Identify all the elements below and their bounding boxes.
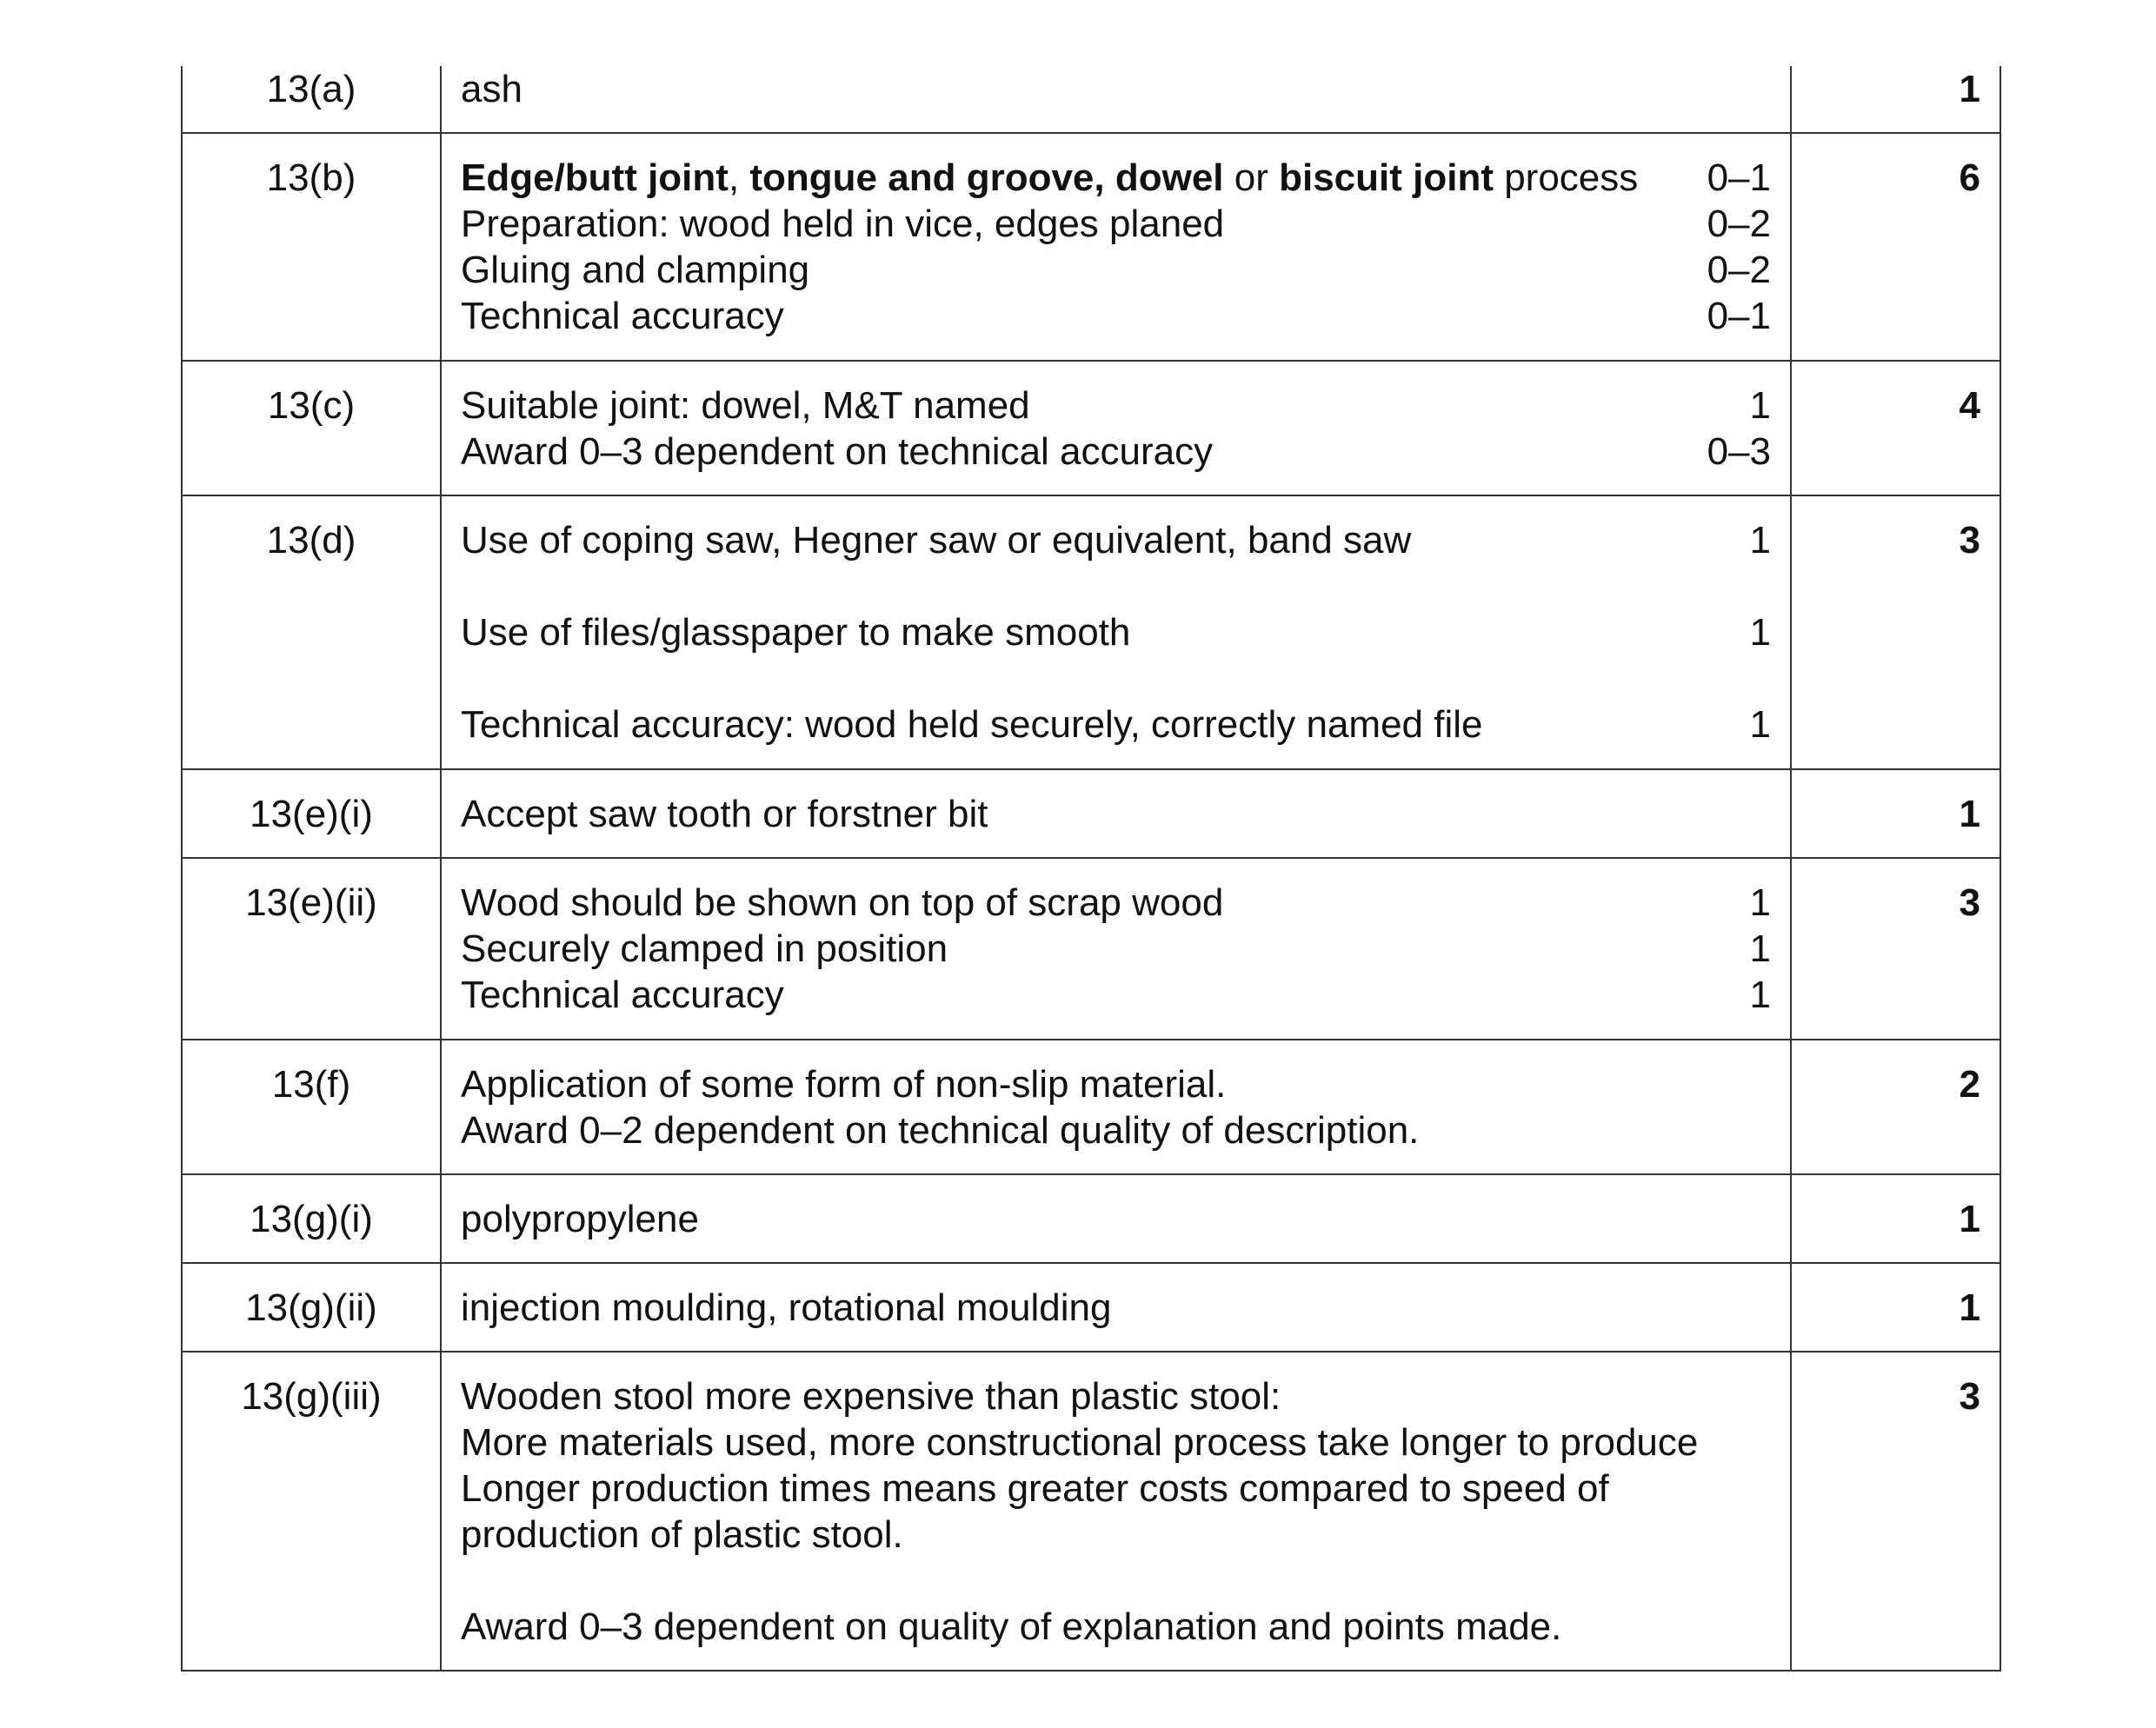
table-row bbox=[182, 495, 2000, 769]
answer-cell bbox=[441, 1174, 1791, 1263]
marks-cell: 6 bbox=[1791, 133, 2000, 361]
question-number: 13(c) bbox=[182, 361, 441, 495]
question-number: 13(g)(i) bbox=[182, 1174, 441, 1263]
answer-bold-text: tongue and groove, dowel bbox=[749, 156, 1224, 199]
question-number: 13(e)(ii) bbox=[182, 858, 441, 1040]
table-row bbox=[182, 1352, 2000, 1671]
answer-cell bbox=[441, 1352, 1791, 1671]
sub-mark: 0–3 bbox=[1707, 430, 1771, 473]
question-number: 13(b) bbox=[182, 133, 441, 361]
answer-line: Longer production times means greater costs compared to speed of bbox=[461, 1467, 1609, 1510]
sub-mark: 0–1 bbox=[1707, 295, 1771, 337]
sub-mark: 0–2 bbox=[1707, 249, 1771, 291]
table-row bbox=[182, 1174, 2000, 1263]
answer-cell bbox=[441, 1263, 1791, 1352]
marks-cell: 1 bbox=[1791, 1263, 2000, 1352]
marks-cell: 3 bbox=[1791, 495, 2000, 769]
answer-line: Application of some form of non-slip material. bbox=[461, 1063, 1227, 1106]
answer-line: Technical accuracy 1 bbox=[461, 974, 1771, 1016]
question-number: 13(e)(i) bbox=[182, 769, 441, 858]
answer-line: Award 0–2 dependent on technical quality of description. bbox=[461, 1109, 1420, 1152]
answer-line: Award 0–3 dependent on quality of explanation and points made. bbox=[461, 1605, 1562, 1648]
table-row bbox=[182, 361, 2000, 495]
answer-line: Use of coping saw, Hegner saw or equivalent, band saw 1 bbox=[461, 519, 1771, 562]
sub-mark: 0–1 bbox=[1707, 156, 1771, 199]
table-row bbox=[182, 1263, 2000, 1352]
answer-cell bbox=[441, 66, 1791, 133]
answer-cell bbox=[441, 361, 1791, 495]
marks-cell: 2 bbox=[1791, 1040, 2000, 1174]
marks-cell: 1 bbox=[1791, 66, 2000, 133]
question-number: 13(a) bbox=[182, 66, 441, 133]
answer-line: Gluing and clamping 0–2 bbox=[461, 249, 1771, 291]
sub-mark: 1 bbox=[1749, 974, 1771, 1016]
answer-line: Suitable joint: dowel, M&T named 1 bbox=[461, 384, 1771, 427]
mark-scheme-table bbox=[181, 66, 2001, 1672]
question-number: 13(g)(iii) bbox=[182, 1352, 441, 1671]
answer-line: Wood should be shown on top of scrap wood 1 bbox=[461, 881, 1771, 924]
answer-line: Securely clamped in position 1 bbox=[461, 927, 1771, 970]
answer-cell bbox=[441, 769, 1791, 858]
marks-cell: 3 bbox=[1791, 1352, 2000, 1671]
table-row bbox=[182, 133, 2000, 361]
sub-mark: 1 bbox=[1749, 703, 1771, 746]
sub-mark: 1 bbox=[1749, 927, 1771, 970]
sub-mark: 1 bbox=[1749, 611, 1771, 654]
sub-mark: 1 bbox=[1749, 384, 1771, 427]
answer-line: Edge/butt joint, tongue and groove, dowel or biscuit joint process 0–1 bbox=[461, 156, 1771, 199]
question-number: 13(f) bbox=[182, 1040, 441, 1174]
answer-line: Award 0–3 dependent on technical accuracy 0–3 bbox=[461, 430, 1771, 473]
answer-cell bbox=[441, 1040, 1791, 1174]
question-number: 13(g)(ii) bbox=[182, 1263, 441, 1352]
sub-mark: 1 bbox=[1749, 881, 1771, 924]
table-row bbox=[182, 769, 2000, 858]
answer-cell bbox=[441, 133, 1791, 361]
sub-mark: 0–2 bbox=[1707, 203, 1771, 245]
marks-cell: 1 bbox=[1791, 769, 2000, 858]
answer-cell bbox=[441, 495, 1791, 769]
answer-line: ash bbox=[461, 68, 522, 110]
answer-cell bbox=[441, 858, 1791, 1040]
marks-cell: 3 bbox=[1791, 858, 2000, 1040]
table-row bbox=[182, 858, 2000, 1040]
table-row bbox=[182, 66, 2000, 133]
answer-line: More materials used, more constructional process take longer to produce bbox=[461, 1421, 1699, 1464]
marks-cell: 4 bbox=[1791, 361, 2000, 495]
answer-line: Use of files/glasspaper to make smooth 1 bbox=[461, 611, 1771, 654]
answer-line: production of plastic stool. bbox=[461, 1513, 903, 1556]
answer-line: Preparation: wood held in vice, edges planed 0–2 bbox=[461, 203, 1771, 245]
answer-line: Technical accuracy: wood held securely, correctly named file 1 bbox=[461, 703, 1771, 746]
answer-line: Wooden stool more expensive than plastic stool: bbox=[461, 1375, 1281, 1418]
answer-bold-text: Edge/butt joint bbox=[461, 156, 729, 199]
answer-line: Technical accuracy 0–1 bbox=[461, 295, 1771, 337]
answer-line: Accept saw tooth or forstner bit bbox=[461, 793, 988, 835]
answer-line: polypropylene bbox=[461, 1198, 699, 1240]
answer-line: injection moulding, rotational moulding bbox=[461, 1286, 1112, 1329]
marks-cell: 1 bbox=[1791, 1174, 2000, 1263]
answer-bold-text: biscuit joint bbox=[1279, 156, 1494, 199]
question-number: 13(d) bbox=[182, 495, 441, 769]
sub-mark: 1 bbox=[1749, 519, 1771, 562]
table-row bbox=[182, 1040, 2000, 1174]
